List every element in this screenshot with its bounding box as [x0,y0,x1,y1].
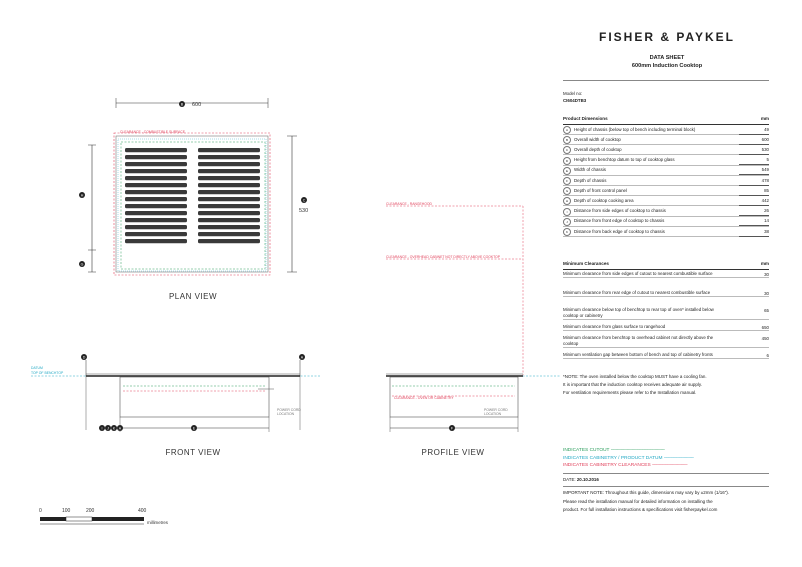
vent-slot [125,232,187,236]
clearance-value: 30 [764,290,769,296]
product-dim-row [563,166,769,176]
product-dim-row [563,176,769,186]
clearance-row [563,289,769,297]
divider [563,486,769,487]
important-line-1: IMPORTANT NOTE: Throughout this guide, dimensions may vary by ±2mm (1/16"). [563,490,730,495]
clearance-row [563,270,769,278]
clearance-label: Minimum ventilation gap between bottom of bench and top of cabinetry fronts [563,352,713,357]
marker-i: I [101,426,103,431]
vents-left [125,148,187,243]
brand-logo: FISHER & PAYKEL [598,30,736,44]
row-label: Height of chassis (below top of bench including terminal block) [574,126,696,132]
vent-slot [198,148,260,152]
vent-slot [125,183,187,187]
clearance-rangehood-label: CLEARANCE - RANGEHOOD [386,202,432,206]
product-dim-row [563,207,769,217]
clearance-row [563,334,769,348]
row-key-marker: I [563,208,571,216]
dim-530-label: 530 [299,208,309,214]
scale-100: 100 [62,508,71,514]
product-dims-title: Product Dimensions [563,116,608,121]
row-value: 14 [764,218,769,224]
benchtop-label: TOP OF BENCHTOP [31,371,64,375]
vent-slot [125,218,187,222]
important-note [563,489,773,515]
row-key-marker: F [563,177,571,185]
clearance-value: 65 [764,307,769,313]
product-dim-row [563,145,769,155]
divider [563,473,769,474]
clearance-value: 450 [761,335,769,341]
marker-g: G [80,262,84,267]
date: DATE: 20.10.2016 [563,477,599,482]
vent-slot [198,183,260,187]
row-label: Depth of cooktop cooking area [574,197,634,203]
clearance-value: 650 [761,324,769,330]
vent-slot [125,176,187,180]
row-value: 5 [766,157,769,163]
divider [563,80,769,81]
legend-clearances: INDICATES CABINETRY CLEARANCES -------------------------------- [563,463,688,468]
scale-0: 0 [39,508,42,514]
row-label: Distance from side edges of cooktop to chassis [574,208,666,214]
note-line-3: For ventilation requirements please refer to the Installation manual. [563,390,697,395]
power-cord-label-profile: POWER CORD [484,408,508,412]
row-label: Depth of chassis [574,177,607,183]
row-label: Distance from front edge of cooktop to chassis [574,218,665,224]
vent-slot [125,190,187,194]
row-value: 38 [764,228,769,234]
plan-view [79,98,308,301]
clearance-label: Minimum clearance from side edges of cutout to nearest combustible surface [563,271,713,276]
doc-subtitle: 600mm Induction Cooktop [631,63,703,69]
vent-slot [125,239,187,243]
clearance-label: Minimum clearance from rear edge of cutout to nearest combustible surface [563,290,711,295]
important-line-2: Please read the installation manual for detailed information on installing the [563,498,713,504]
vent-slot [125,204,187,208]
product-dim-row [563,217,769,227]
row-key-marker: J [563,218,571,226]
dim-600-label: 600 [192,102,202,108]
marker-k: K [112,426,116,431]
row-key-marker: B [563,136,571,144]
notes [563,373,773,397]
clearance-value: 6 [766,352,769,358]
vent-slot [198,190,260,194]
plan-view-title: PLAN VIEW [168,292,218,301]
clearance-value: 30 [764,271,769,277]
row-value: 49 [764,126,769,132]
power-cord-location-front: LOCATION [277,412,295,416]
vent-slot [125,162,187,166]
clearance-row [563,351,769,359]
vent-slot [198,204,260,208]
clearances-header [563,261,769,270]
row-key-marker: E [563,167,571,175]
vent-slot [125,225,187,229]
row-label: Overall width of cooktop [574,136,621,142]
vent-slot [198,211,260,215]
product-dims-unit: mm [760,116,769,121]
product-dim-row [563,227,769,237]
profile-view [386,202,560,457]
row-value: 549 [761,167,769,173]
clearance-combustible-label: CLEARANCE - COMBUSTIBLE SURFACE [120,130,185,134]
product-dim-row [563,156,769,166]
vent-slot [125,197,187,201]
clearance-row [563,323,769,331]
row-label: Width of chassis [574,167,606,173]
datum-label: DATUM [31,366,43,370]
clearances-title: Minimum Clearances [563,261,609,266]
legend-cutout: INDICATES CUTOUT ------------------------------------------------- [563,448,665,453]
power-cord-label-front: POWER CORD [277,408,301,412]
marker-f: F [450,426,454,431]
scale-200: 200 [86,508,95,514]
row-label: Distance from back edge of cooktop to chassis [574,228,665,234]
clearance-label: Minimum clearance from glass surface to rangehood [563,324,666,329]
model-value: CI604DTB3 [563,98,587,103]
clearance-label: Minimum clearance from benchtop to overhead cabinet not directly above the cooktop [563,335,714,346]
legend-cabinetry: INDICATES CABINETRY / PRODUCT DATUM --------------------------- [563,456,694,461]
clearance-oven-label: CLEARANCE - OVEN OR CABINETRY [394,396,454,400]
row-value: 600 [761,136,769,142]
profile-view-title: PROFILE VIEW [421,448,485,457]
power-cord-location-profile: LOCATION [484,412,502,416]
clearance-overhead-label: CLEARANCE - OVERHEAD CABINET NOT DIRECTLY ABOVE COOKTOP [386,255,501,259]
row-key-marker: D [563,157,571,165]
vents-right [198,148,260,243]
front-view-title: FRONT VIEW [165,448,221,457]
scale-bar [39,508,169,525]
product-dim-row [563,186,769,196]
vent-slot [125,169,187,173]
clearance-row [563,306,769,320]
row-key-marker: A [563,126,571,134]
vent-slot [125,155,187,159]
vent-slot [198,197,260,201]
scale-400: 400 [138,508,147,514]
clearances-unit: mm [760,261,769,266]
marker-e: E [192,426,196,431]
marker-j: J [107,426,109,431]
row-key-marker: K [563,228,571,236]
row-value: 26 [764,208,769,214]
marker-b: B [180,102,184,107]
note-line-2: It is important that the induction cooktop receives adequate air supply. [563,382,702,387]
model-label: Model no: [563,91,583,96]
marker-a2: A [118,426,122,431]
scale-unit: millimetres [147,520,168,525]
marker-d: D [82,355,86,360]
important-line-3: product. For full installation instructions & specifications visit fisherpaykel.com [563,507,718,512]
doc-title: DATA SHEET [649,55,685,61]
row-value-rule [739,236,769,237]
marker-c: C [302,198,306,203]
product-dims-header [563,116,769,125]
vent-slot [198,218,260,222]
product-dim-row [563,125,769,135]
vent-slot [198,225,260,229]
vent-slot [125,148,187,152]
row-value: 478 [761,177,769,183]
product-dim-row [563,196,769,206]
row-key-marker: G [563,187,571,195]
product-dim-row [563,135,769,145]
row-value: 85 [764,187,769,193]
note-line-1: *NOTE: The oven installed below the cooktop MUST have a cooling fan. [563,374,707,379]
vent-slot [125,211,187,215]
row-key-marker: H [563,197,571,205]
row-label: Depth of front control panel [574,187,627,193]
row-value: 442 [761,197,769,203]
row-value: 530 [761,146,769,152]
vent-slot [198,155,260,159]
vent-slot [198,232,260,236]
front-view [31,354,320,457]
marker-a-front: A [300,355,304,360]
row-label: Height from benchtop datum to top of cooktop glass [574,157,675,163]
marker-h: H [80,193,84,198]
row-label: Overall depth of cooktop [574,146,622,152]
vent-slot [198,169,260,173]
clearance-label: Minimum clearance below top of benchtop to rear top of oven* installed below cooktop or cabinetry [563,307,714,318]
vent-slot [198,239,260,243]
vent-slot [198,176,260,180]
vent-slot [198,162,260,166]
row-key-marker: C [563,146,571,154]
